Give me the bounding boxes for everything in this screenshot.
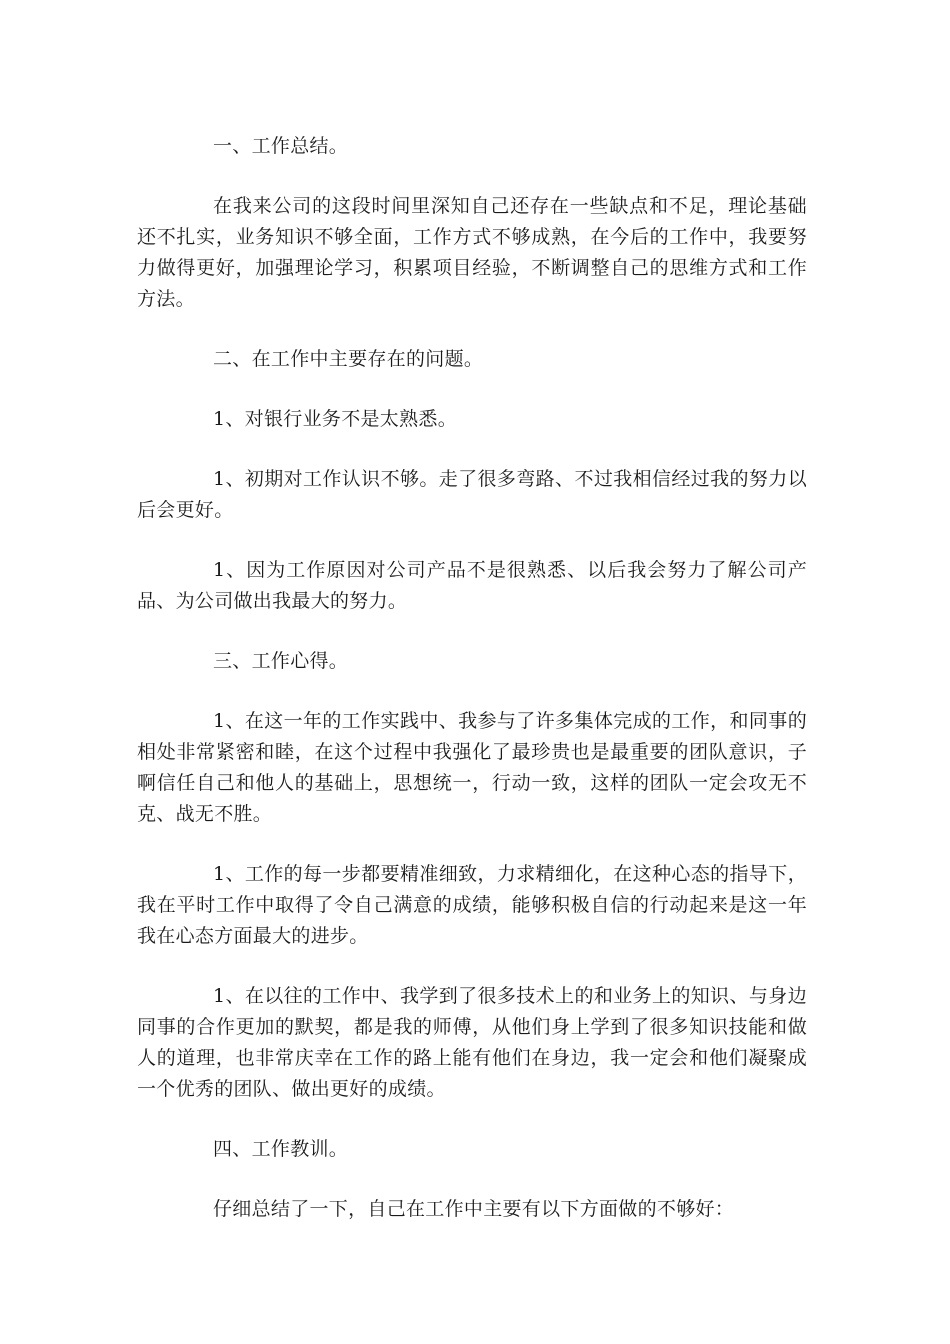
list-item-problem-3: 1、因为工作原因对公司产品不是很熟悉、以后我会努力了解公司产品、为公司做出我最大的努力。 [137, 559, 807, 612]
list-item-problem-2: 1、初期对工作认识不够。走了很多弯路、不过我相信经过我的努力以后会更好。 [137, 468, 807, 521]
document-body [137, 131, 807, 1254]
paragraph-summary-body: 在我来公司的这段时间里深知自己还存在一些缺点和不足，理论基础还不扎实，业务知识不够全面，工作方式不够成熟，在今后的工作中，我要努力做得更好，加强理论学习，积累项目经验，不断调整自己的思维方式和工作方法。 [137, 195, 807, 310]
list-item-insight-3: 1、在以往的工作中、我学到了很多技术上的和业务上的知识、与身边同事的合作更加的默契，都是我的师傅，从他们身上学到了很多知识技能和做人的道理，也非常庆幸在工作的路上能有他们在身边，我一定会和他们凝聚成一个优秀的团队、做出更好的成绩。 [137, 985, 807, 1100]
section-heading-insights: 三、工作心得。 [213, 650, 349, 672]
list-item-insight-2: 1、工作的每一步都要精准细致，力求精细化，在这种心态的指导下，我在平时工作中取得了令自己满意的成绩，能够积极自信的行动起来是这一年我在心态方面最大的进步。 [137, 863, 807, 947]
section-heading-lessons: 四、工作教训。 [213, 1138, 349, 1160]
section-heading-problems: 二、在工作中主要存在的问题。 [213, 348, 484, 370]
list-item-problem-1: 1、对银行业务不是太熟悉。 [213, 408, 457, 430]
section-heading-summary: 一、工作总结。 [213, 135, 349, 157]
paragraph-lessons-intro: 仔细总结了一下，自己在工作中主要有以下方面做的不够好： [213, 1198, 735, 1220]
list-item-insight-1: 1、在这一年的工作实践中、我参与了许多集体完成的工作，和同事的相处非常紧密和睦，在这个过程中我强化了最珍贵也是最重要的团队意识，子啊信任自己和他人的基础上，思想统一，行动一致，这样的团队一定会攻无不克、战无不胜。 [137, 710, 807, 825]
